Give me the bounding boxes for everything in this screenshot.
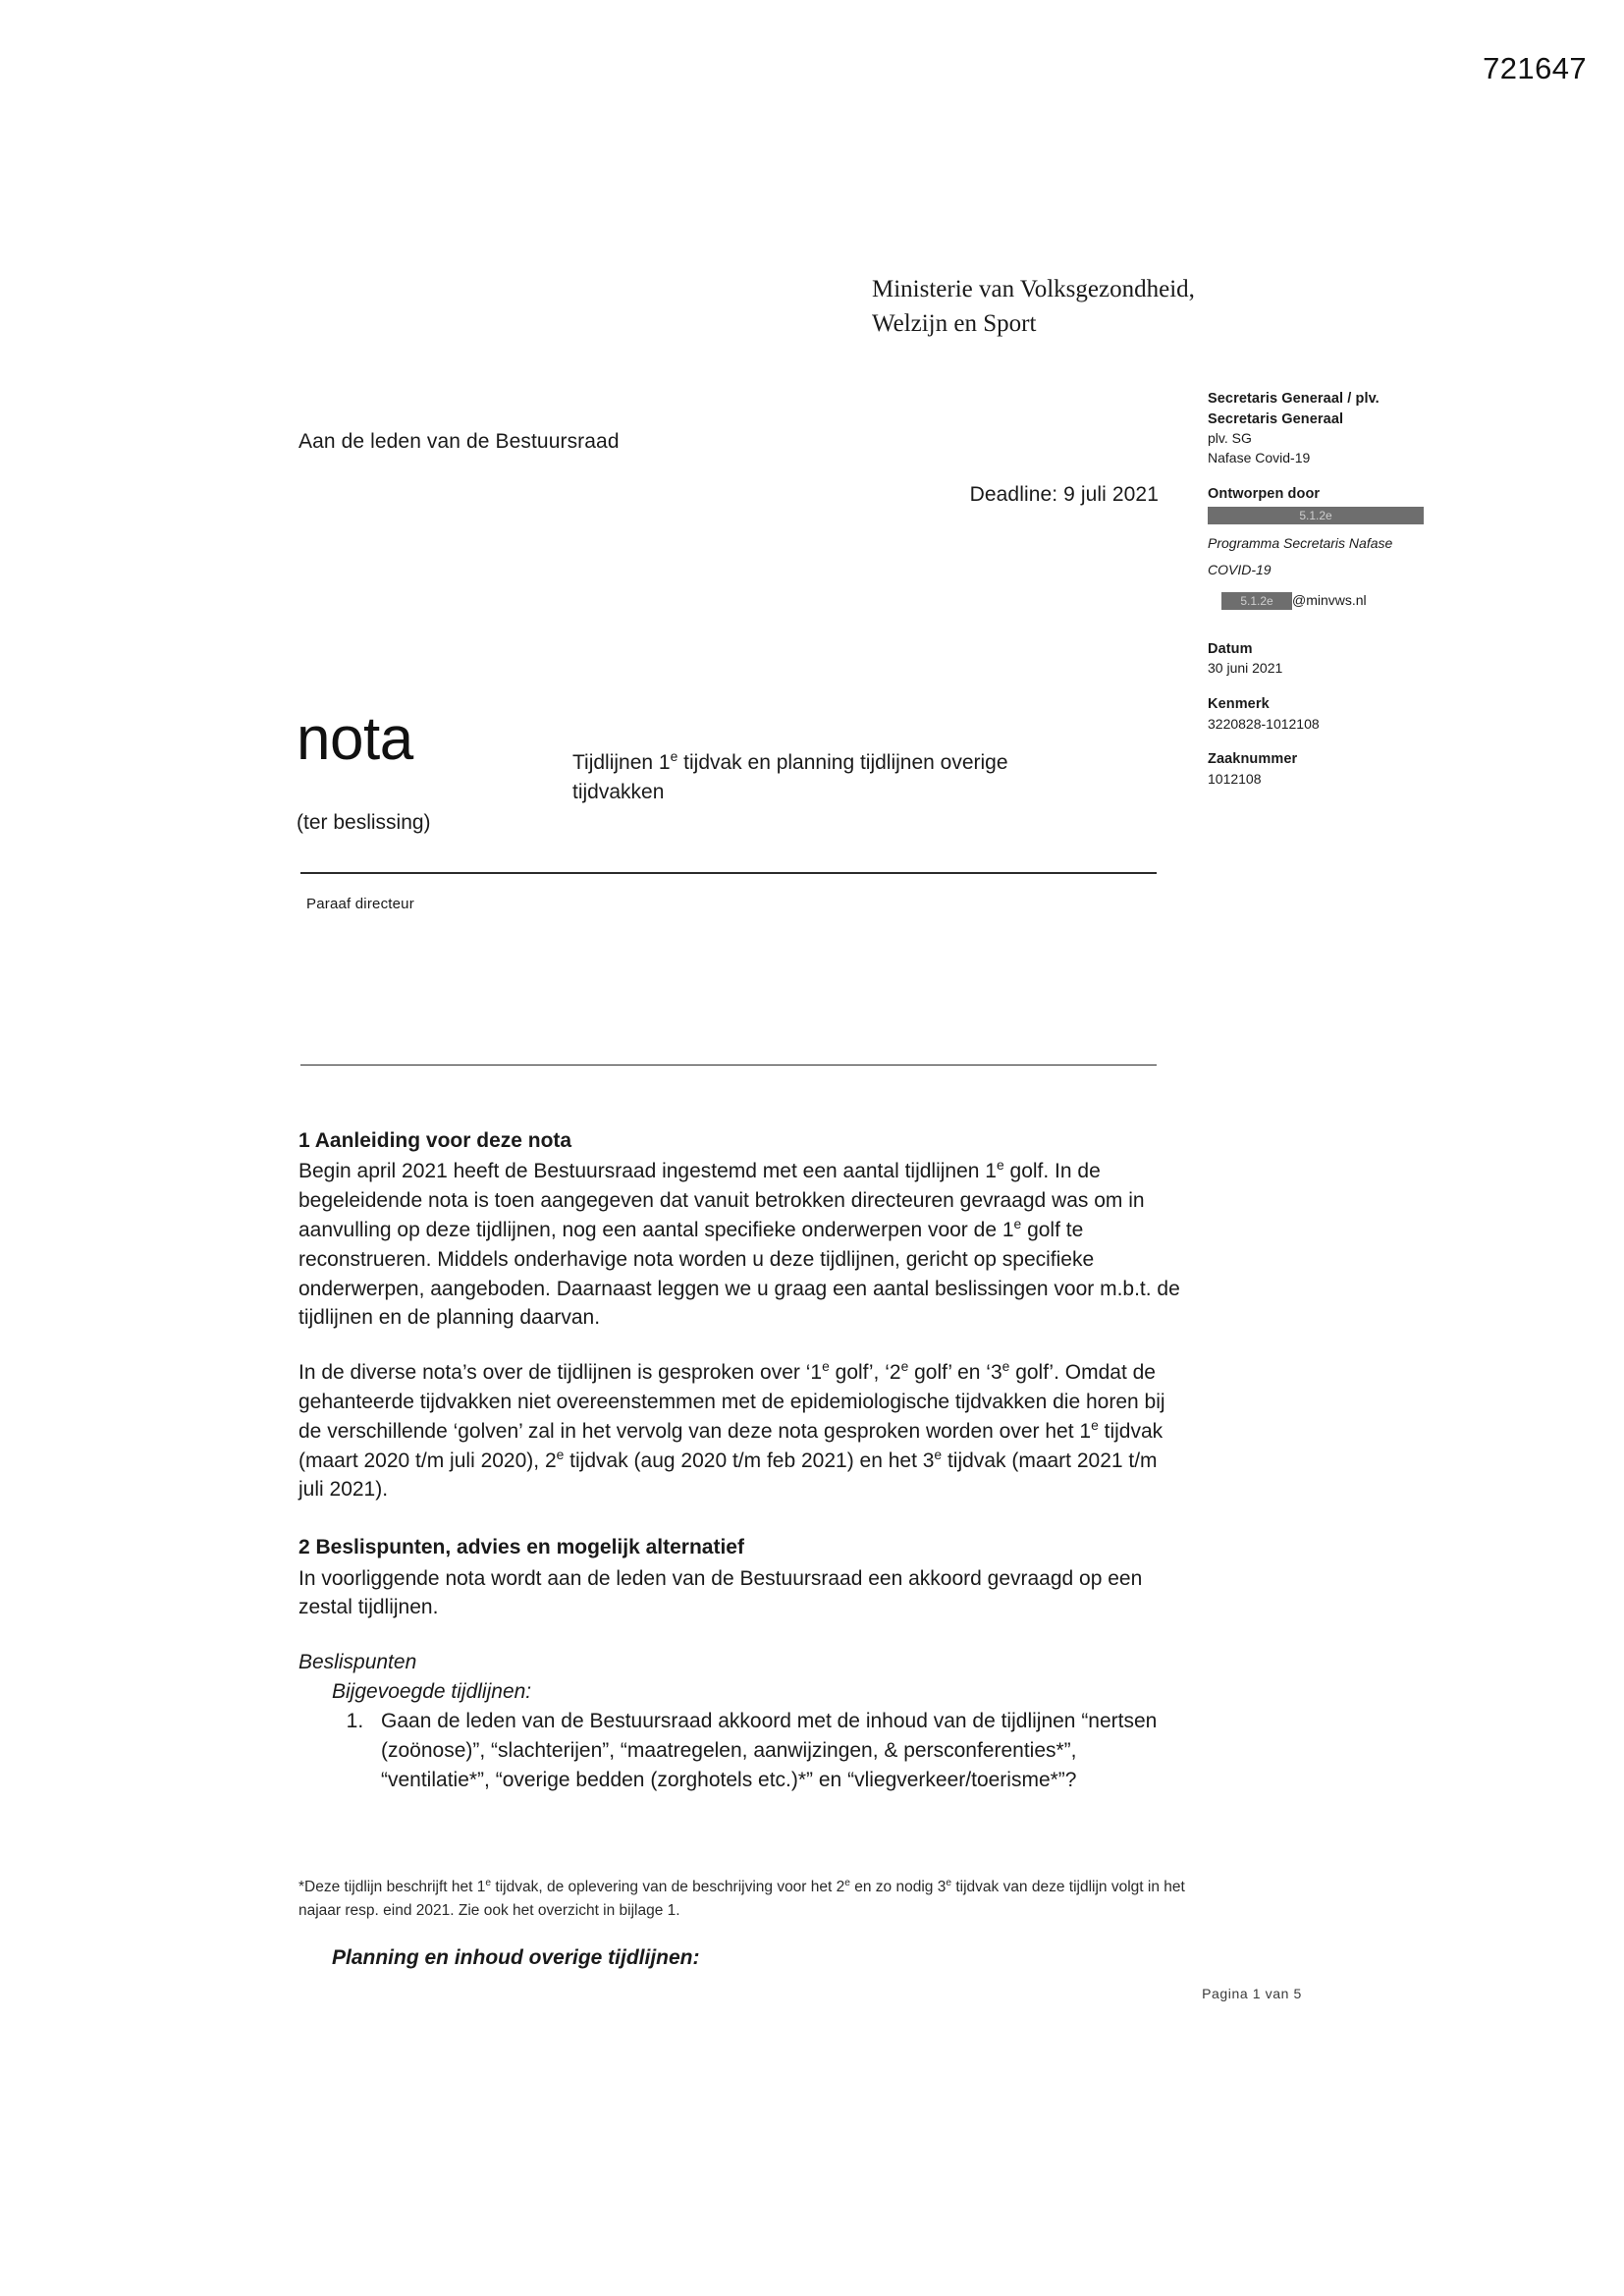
deadline: Deadline: 9 juli 2021 (969, 483, 1159, 506)
ministry-line-2: Welzijn en Sport (872, 309, 1037, 337)
list-item: 1. Gaan de leden van de Bestuursraad akkoord met de inhoud van de tijdlijnen “nertsen (zoönose)”, “slachterijen”, “maatregelen, aanwijzingen, & persconferenties*”, “ventilatie*”, “overige bedden (zorghotels etc.)*” en “vliegverkeer/toerisme*”? (369, 1707, 1187, 1794)
scan-identifier: 721647 (1483, 51, 1587, 85)
section-1-paragraph-1 (298, 1157, 1187, 1333)
addressee: Aan de leden van de Bestuursraad (298, 430, 620, 453)
sender-unit: Nafase Covid-19 (1208, 450, 1311, 466)
s1-p1-text-b: golf. In de begeleidende nota is toen aangegeven dat vanuit betrokken directeuren gevraagd was om in aanvulling op deze tijdlijnen, nog een aantal specifieke onderwerpen voor de 1 (298, 1160, 1145, 1241)
footnote-text-b: tijdvak, de oplevering van de beschrijving voor het 2 (491, 1879, 845, 1895)
document-body (298, 1127, 1187, 1794)
email-domain: @minvws.nl (1292, 591, 1367, 608)
s1-p1-superscript-1: e (996, 1157, 1004, 1174)
s1-p2-text-d: golf’. Omdat de gehanteerde tijdvakken niet overeenstemmen met de epidemiologische tijdvakken die horen bij de verschillende ‘golven’ zal in het vervolg van deze nota gesproken worden over het 1 (298, 1361, 1165, 1443)
s1-p2-text-a: In de diverse nota’s over de tijdlijnen is gesproken over ‘1 (298, 1361, 823, 1385)
sender-block (1208, 389, 1449, 468)
redaction-box-email: 5.1.2e (1221, 592, 1292, 610)
subject-ordinal-superscript: e (670, 748, 678, 764)
subject-part-1: Tijdlijnen 1 (572, 751, 671, 774)
author-block (1208, 484, 1449, 611)
footnote-text-a: *Deze tijdlijn beschrijft het 1 (298, 1879, 486, 1895)
redaction-box-author: 5.1.2e (1208, 507, 1424, 524)
s1-p2-superscript-5: e (556, 1446, 565, 1462)
s1-p2-superscript-6: e (934, 1446, 943, 1462)
ministry-line-1: Ministerie van Volksgezondheid, (872, 276, 1195, 302)
date-block (1208, 639, 1449, 679)
sender-heading-line-1: Secretaris Generaal / plv. (1208, 391, 1380, 407)
author-program-line-2: COVID-19 (1208, 562, 1272, 578)
author-program-line-1: Programma Secretaris Nafase (1208, 535, 1393, 552)
section-1-heading: 1 Aanleiding voor deze nota (298, 1129, 572, 1152)
author-email-row (1208, 591, 1449, 611)
s1-p2-superscript-1: e (822, 1358, 830, 1375)
metadata-column (1208, 389, 1449, 805)
beslispunten-label: Beslispunten (298, 1651, 417, 1674)
document-type-qualifier: (ter beslissing) (297, 811, 431, 834)
page-number-footer: Pagina 1 van 5 (1202, 1986, 1302, 2001)
date-value: 30 juni 2021 (1208, 660, 1283, 677)
bijgevoegde-tijdlijnen-label: Bijgevoegde tijdlijnen: (332, 1680, 532, 1704)
sender-role: plv. SG (1208, 430, 1252, 447)
divider-upper (300, 872, 1157, 874)
sender-heading-line-2: Secretaris Generaal (1208, 410, 1344, 427)
s1-p2-text-c: golf’ en ‘3 (908, 1361, 1002, 1385)
planning-overige-tijdlijnen-label: Planning en inhoud overige tijdlijnen: (332, 1946, 700, 1969)
footnote-superscript-3: e (946, 1877, 952, 1888)
author-heading: Ontworpen door (1208, 485, 1321, 502)
s1-p2-text-g: tijdvak (maart 2021 t/m juli 2021). (298, 1449, 1158, 1502)
footnote-text-d: tijdvak van deze tijdlijn volgt in het najaar resp. eind 2021. Zie ook het overzicht in bijlage 1. (298, 1879, 1185, 1920)
reference-block (1208, 694, 1449, 734)
footnote-superscript-1: e (485, 1877, 492, 1888)
paraaf-label: Paraaf directeur (306, 896, 414, 912)
beslispunten-list (298, 1707, 1187, 1794)
reference-value: 3220828-1012108 (1208, 715, 1320, 732)
s1-p1-text-c: golf te reconstrueren. Middels onderhavige nota worden u deze tijdlijnen, gericht op specifieke onderwerpen, aangeboden. Daarnaast leggen we u graag een aantal beslissingen voor m.b.t. de tijdlijnen en de planning daarvan. (298, 1218, 1180, 1330)
case-number-block (1208, 749, 1449, 789)
section-2-paragraph-1: In voorliggende nota wordt aan de leden van de Bestuursraad een akkoord gevraagd op een zestal tijdlijnen. (298, 1566, 1143, 1619)
s1-p2-superscript-3: e (1001, 1358, 1010, 1375)
s1-p1-text-a: Begin april 2021 heeft de Bestuursraad ingestemd met een aantal tijdlijnen 1 (298, 1160, 997, 1183)
footnote-text-c: en zo nodig 3 (849, 1879, 947, 1895)
footnote-superscript-2: e (844, 1877, 850, 1888)
s1-p2-text-f: tijdvak (aug 2020 t/m feb 2021) en het 3 (564, 1449, 935, 1472)
divider-lower (300, 1065, 1157, 1066)
s1-p2-text-b: golf’, ‘2 (829, 1361, 901, 1385)
s1-p2-superscript-2: e (900, 1358, 909, 1375)
ministry-header (872, 273, 1284, 341)
date-heading: Datum (1208, 640, 1253, 657)
s1-p2-text-e: tijdvak (maart 2020 t/m juli 2020), 2 (298, 1419, 1164, 1472)
reference-heading: Kenmerk (1208, 696, 1270, 712)
s1-p2-superscript-4: e (1091, 1416, 1099, 1433)
case-number-heading: Zaaknummer (1208, 751, 1298, 768)
footnote (298, 1876, 1187, 1923)
document-subject (572, 748, 1093, 807)
case-number-value: 1012108 (1208, 771, 1262, 788)
section-2-heading: 2 Beslispunten, advies en mogelijk alternatief (298, 1536, 744, 1559)
subject-part-2: tijdvak en planning tijdlijnen overige tijdvakken (572, 751, 1008, 803)
section-1-paragraph-2 (298, 1358, 1187, 1504)
document-type-title: nota (297, 705, 413, 773)
s1-p1-superscript-2: e (1013, 1215, 1022, 1231)
